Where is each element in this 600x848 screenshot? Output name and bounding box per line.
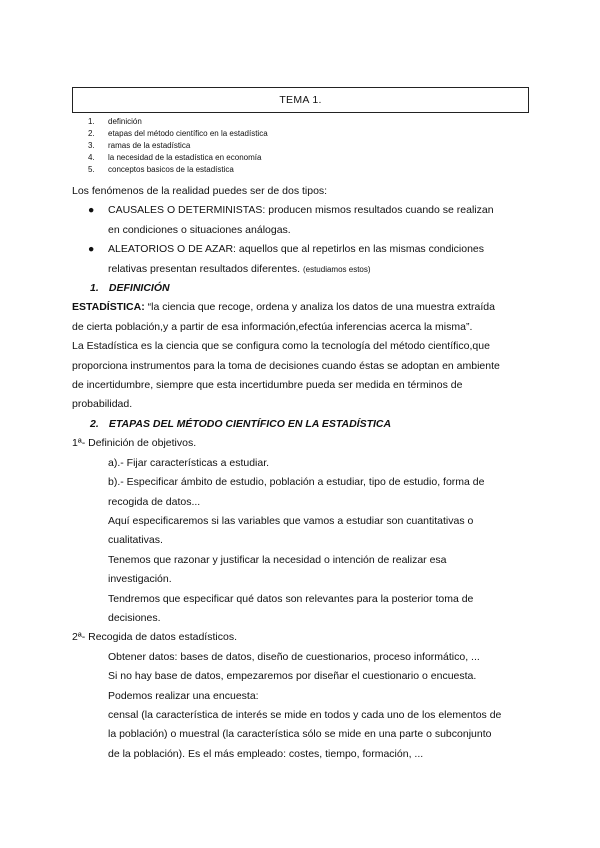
page-title: TEMA 1.: [279, 94, 322, 106]
paragraph-line: de incertidumbre, siempre que esta incertidumbre pueda ser medida en términos de: [72, 379, 463, 392]
step-line: cualitativas.: [108, 534, 163, 547]
bullet-continuation: relativas presentan resultados diferentes. (estudiamos estos): [108, 262, 371, 275]
paragraph-line: probabilidad.: [72, 398, 133, 411]
bullet-item-random: ● ALEATORIOS O DE AZAR: aquellos que al repetirlos en las mismas condiciones: [72, 240, 532, 259]
paragraph-line: La Estadística es la ciencia que se configura como la tecnología del método científico,que: [72, 340, 490, 353]
table-of-contents: [88, 116, 268, 176]
step-line: a).- Fijar características a estudiar.: [108, 456, 270, 469]
step-line: Obtener datos: bases de datos, diseño de cuestionarios, proceso informático, ...: [108, 650, 480, 663]
step-line: censal (la característica de interés se mide en todos y cada uno de los elementos de: [108, 708, 502, 721]
bullet-continuation: en condiciones o situaciones análogas.: [108, 223, 291, 236]
step-line: la población) o muestral (la característica sólo se mide en una parte o subconjunto: [108, 728, 492, 741]
step-line: Si no hay base de datos, empezaremos por diseñar el cuestionario o encuesta.: [108, 670, 477, 683]
step-line: b).- Especificar ámbito de estudio, población a estudiar, tipo de estudio, forma de: [108, 476, 485, 489]
step-heading: 1ª- Definición de objetivos.: [72, 437, 197, 450]
toc-item: 5. conceptos basicos de la estadística: [88, 165, 234, 175]
step-line: de la población). Es el más empleado: costes, tiempo, formación, ...: [108, 747, 424, 760]
intro-paragraph: Los fenómenos de la realidad puedes ser de dos tipos:: [72, 185, 328, 197]
definition-line: de cierta población,y a partir de esa información,efectúa inferencias acerca la misma”.: [72, 320, 473, 333]
definition-term: ESTADÍSTICA:: [72, 301, 145, 314]
section-heading-etapas: 2. ETAPAS DEL MÉTODO CIENTÍFICO EN LA ESTADÍSTICA: [90, 417, 392, 430]
step-line: Tendremos que especificar qué datos son relevantes para la posterior toma de: [108, 592, 474, 605]
toc-item: 1. definición: [88, 117, 142, 126]
step-line: Aquí especificaremos si las variables que vamos a estudiar son cuantitativas o: [108, 514, 474, 527]
step-line: Tenemos que razonar y justificar la necesidad o intención de realizar esa: [108, 553, 447, 566]
step-line: investigación.: [108, 573, 172, 586]
bullet-dot-icon: ●: [88, 204, 95, 217]
body-text: [72, 182, 532, 764]
section-heading-definicion: 1. DEFINICIÓN: [90, 282, 170, 295]
paragraph-line: proporciona instrumentos para la toma de decisiones cuando éstas se adoptan en ambiente: [72, 359, 500, 372]
step-line: decisiones.: [108, 611, 161, 624]
step-line: recogida de datos...: [108, 495, 201, 508]
bullet-item-deterministic: ● CAUSALES O DETERMINISTAS: producen mismos resultados cuando se realizan: [72, 201, 532, 220]
step-heading: 2ª- Recogida de datos estadísticos.: [72, 631, 237, 644]
definition-line: ESTADÍSTICA: “la ciencia que recoge, ordena y analiza los datos de una muestra extraída: [72, 301, 495, 314]
toc-item: 2. etapas del método científico en la estadística: [88, 129, 268, 139]
bullet-dot-icon: ●: [88, 243, 95, 256]
note-text: (estudiamos estos): [302, 264, 371, 274]
step-line: Podemos realizar una encuesta:: [108, 689, 259, 702]
toc-item: 3. ramas de la estadística: [88, 141, 191, 151]
title-box: [72, 87, 529, 113]
toc-item: 4. la necesidad de la estadística en economía: [88, 153, 262, 163]
